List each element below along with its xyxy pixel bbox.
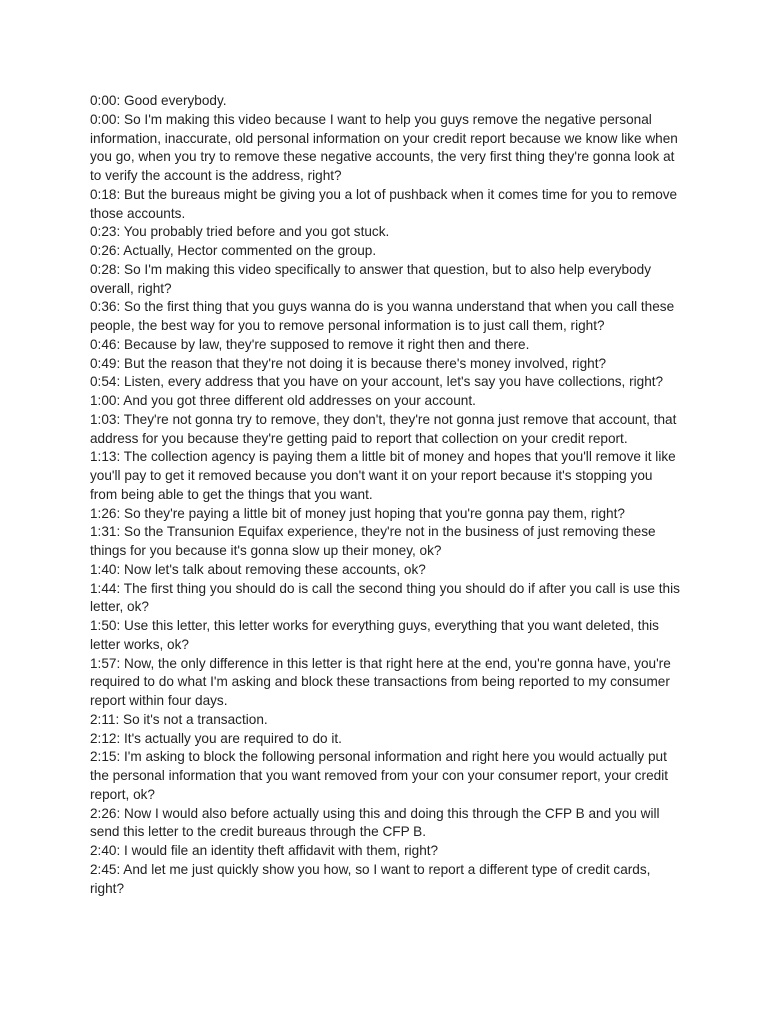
transcript-page [90,92,680,898]
transcript-line: 1:50: Use this letter, this letter works for everything guys, everything that you want deleted, this letter works, ok? [90,618,659,652]
transcript-line: 1:31: So the Transunion Equifax experience, they're not in the business of just removing these things for you because it's gonna slow up their money, ok? [90,524,656,558]
transcript-line: 0:00: Good everybody. [90,93,227,108]
transcript-line: 1:57: Now, the only difference in this letter is that right here at the end, you're gonna have, you're required to do what I'm asking and block these transactions from being reported to my consumer report within four days. [90,655,671,708]
transcript-line: 2:40: I would file an identity theft affidavit with them, right? [90,843,439,858]
transcript-line: 1:13: The collection agency is paying them a little bit of money and hopes that you'll remove it like you'll pay to get it removed because you don't want it on your report because it's stopping you from being able to get the things that you want. [90,449,676,502]
transcript-line: 1:40: Now let's talk about removing these accounts, ok? [90,561,426,577]
transcript-line: 0:49: But the reason that they're not doing it is because there's money involved, right? [90,355,607,371]
transcript-line: 0:46: Because by law, they're supposed to remove it right then and there. [90,336,530,352]
transcript-line: 0:26: Actually, Hector commented on the group. [90,243,377,258]
transcript-line: 2:12: It's actually you are required to do it. [90,730,342,746]
transcript-line: 1:26: So they're paying a little bit of money just hoping that you're gonna pay them, right? [90,505,625,521]
transcript-line: 1:00: And you got three different old addresses on your account. [90,393,476,408]
transcript-line: 2:45: And let me just quickly show you how, so I want to report a different type of credit cards, right? [90,861,651,896]
transcript-line: 0:28: So I'm making this video specifically to answer that question, but to also help everybody overall, right? [90,261,652,296]
transcript-line: 2:15: I'm asking to block the following personal information and right here you would actually put the personal information that you want removed from your con your consumer report, your credit report, ok? [90,749,669,802]
transcript-line: 0:23: You probably tried before and you got stuck. [90,224,390,240]
transcript-line: 0:36: So the first thing that you guys wanna do is you wanna understand that when you call these people, the best way for you to remove personal information is to just call them, right? [90,299,675,333]
transcript-line: 1:44: The first thing you should do is call the second thing you should do if after you call is use this letter, ok? [90,580,680,615]
transcript-line: 0:18: But the bureaus might be giving you a lot of pushback when it comes time for you to remove those accounts. [90,186,678,221]
transcript-line: 0:00: So I'm making this video because I want to help you guys remove the negative personal information, inaccurate, old personal information on your credit report because we know like when you go, when you try to remove these negative accounts, the very first thing they're gonna look at to verify the account is the address, right? [90,111,678,183]
transcript-line: 2:11: So it's not a transaction. [90,711,268,727]
transcript-line: 0:54: Listen, every address that you have on your account, let's say you have collections, right? [90,374,664,390]
transcript-line: 1:03: They're not gonna try to remove, they don't, they're not gonna just remove that account, that address for you because they're getting paid to report that collection on your credit report. [90,411,677,446]
transcript-line: 2:26: Now I would also before actually using this and doing this through the CFP B and you will send this letter to the credit bureaus through the CFP B. [90,805,660,840]
